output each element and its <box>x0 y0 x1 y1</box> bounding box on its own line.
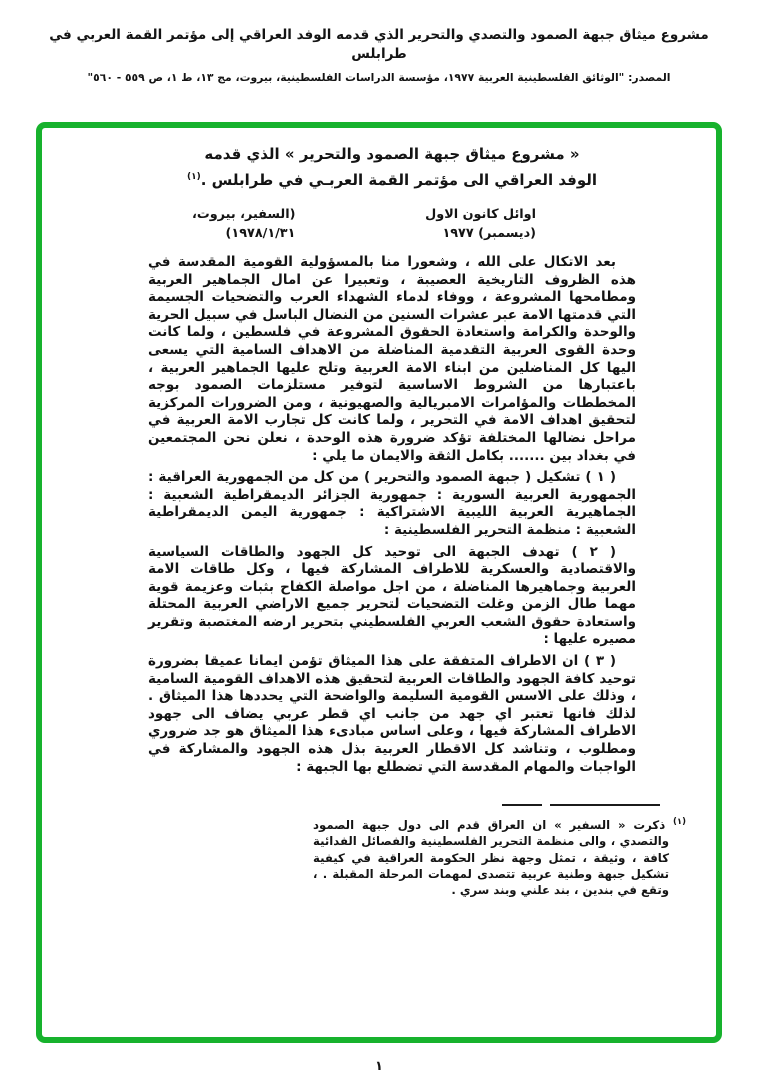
footnote <box>313 814 686 898</box>
document-title-line1: « مشروع ميثاق جبهة الصمود والتحرير » الذي قدمه <box>204 145 580 163</box>
body-paragraph: ( ٢ ) تهدف الجبهة الى توحيد كل الجهود والطاقات السياسية والاقتصادية والعسكرية للاطراف المشاركة فيها ، وكل طاقات الامة العربية وجماهيرها المناضلة ، من اجل مواصلة الكفاح بثبات وعزيمة قوية مهما طال الزمن وغلت التضحيات لتحرير جميع الاراضي العربية المحتلة واستعادة حقوق الشعب العربي الفلسطيني بتحرير ارضه المغتصبة وتقرير مصيره عليها : <box>148 543 636 648</box>
body-paragraph: ( ٣ ) ان الاطراف المتفقة على هذا الميثاق تؤمن ايمانا عميقا بضرورة توحيد كافة الجهود والطاقات العربية لتحقيق هذه الاهداف القومية السامية ، وذلك على الاسس القومية السليمة والواضحة التي يحددها هذا الميثاق . لذلك فانها تعتبر اي جهد من جانب اي قطر عربي يضاف الى جهود الاطراف المشاركة فيها ، وعلى اساس مبادىء هذا الميثاق هو جد ضروري ومطلوب ، وتناشد كل الاقطار العربية بذل هذه الجهود والمشاركة في الواجبات والمهام المقدسة التي تضطلع بها الجبهة : <box>148 653 636 775</box>
footnote-separator <box>502 804 660 806</box>
dateline <box>148 206 636 243</box>
footnote-separator-segment <box>502 804 542 806</box>
document-title-line2: الوفد العراقي الى مؤتمر القمة العربـي في طرابلس . <box>200 171 598 189</box>
page-header <box>0 0 758 85</box>
dateline-date-line2: (ديسمبر) ١٩٧٧ <box>442 225 536 241</box>
document-title <box>148 143 636 192</box>
page-header-title: مشروع ميثاق جبهة الصمود والتصدي والتحرير الذي قدمه الوفد العراقي إلى مؤتمر القمة العربي في طرابلس <box>49 27 709 62</box>
dateline-source <box>192 206 295 243</box>
body-paragraph: بعد الاتكال على الله ، وشعورا منا بالمسؤولية القومية المقدسة في هذه الظروف التاريخية العصيبة ، وتعبيرا عن امال الجماهير العربية ومطامحها المشروعة ، ووفاء لدماء الشهداء العرب والتضحيات الجسيمة التي قدمتها الامة عبر عشرات السنين من النضال الباسل في سبيل الحرية والوحدة والكرامة واستعادة الحقوق المشروعة في فلسطين ، ولما كانت وحدة القوى العربية التقدمية المناضلة من الاهداف السامية التي يسعى اليها كل المناضلين من ابناء الامة العربية وتلح عليها الجماهير العربية ، باعتبارها من الشروط الاساسية لتوفير مستلزمات الصمود بوجه المخططات والمؤامرات الامبريالية والصهيونية ، ومن الضرورات المركزية لتحقيق اهداف الامة في التحرير ، ولما كانت كل تجارب الامة العربية في مراحل نضالها المختلفة تؤكد ضرورة هذه الوحدة ، نعلن نحن المجتمعين في بغداد بين ....... بكامل الثقة والايمان ما يلي : <box>148 254 636 464</box>
page-number: ١ <box>375 1059 383 1074</box>
dateline-date-line1: اوائل كانون الاول <box>425 207 536 222</box>
footnote-separator-segment <box>550 804 660 806</box>
page-header-source: المصدر: "الوثائق الفلسطينية العربية ١٩٧٧، مؤسسة الدراسات الفلسطينية، بيروت، مج ١٣، ط ١، ص ٥٥٩ - ٥٦٠" <box>87 71 671 84</box>
body-paragraph: ( ١ ) تشكيل ( جبهة الصمود والتحرير ) من كل من الجمهورية العراقية : الجمهورية العربية السورية : جمهورية الجزائر الديمقراطية الشعبية : الجماهيرية العربية الليبية الاشتراكية : جمهورية اليمن الديمقراطية الشعبية : منظمة التحرير الفلسطينية : <box>148 469 636 538</box>
body-text <box>148 254 636 776</box>
title-footnote-ref: (١) <box>186 172 201 182</box>
footnote-marker: (١) <box>673 817 686 828</box>
dateline-source-line1: (السفير، بيروت، <box>192 207 296 222</box>
document-frame <box>36 122 722 1043</box>
dateline-source-line2: ١٩٧٨/١/٣١) <box>225 225 296 241</box>
dateline-date <box>425 206 536 243</box>
document-body <box>148 143 636 776</box>
footnote-text: ذكرت « السفير » ان العراق قدم الى دول جبهة الصمود والتصدي ، والى منظمة التحرير الفلسطينية والفصائل الفدائية كافة ، وثيقة ، تمثل وجهة نظر الحكومة العراقية في كيفية تشكيل جبهة وطنية عربية تتصدى لمهمات المرحلة المقبلة . ، وتقع في بندين ، بند علني وبند سري . <box>313 818 669 897</box>
